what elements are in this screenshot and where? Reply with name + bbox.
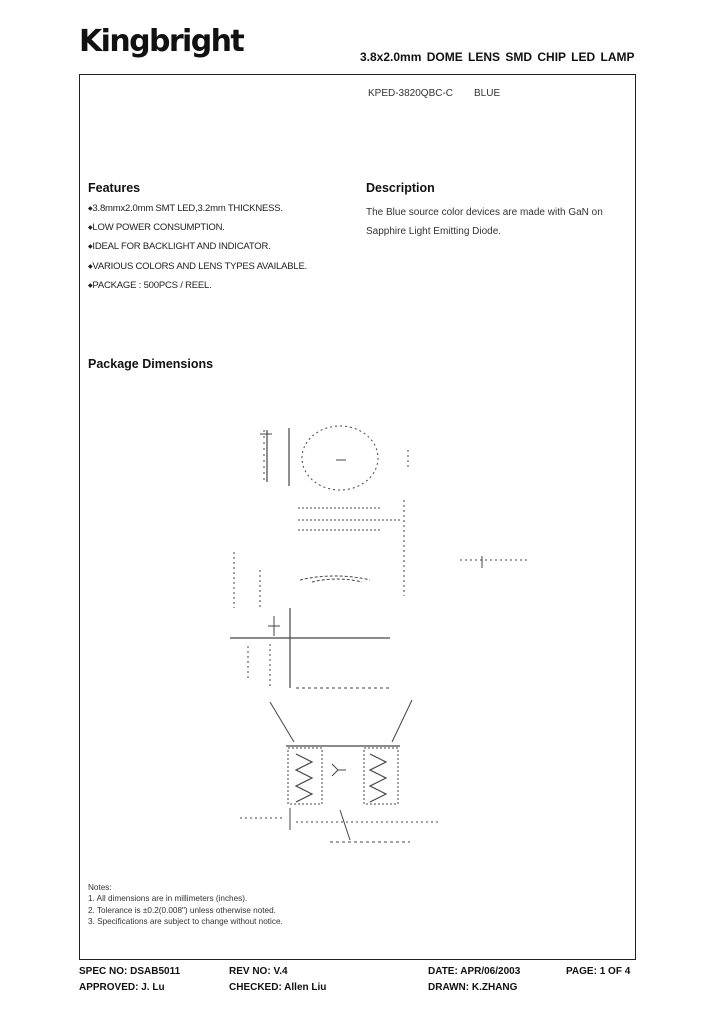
feature-item: ◆ IDEAL FOR BACKLIGHT AND INDICATOR. <box>88 242 307 261</box>
description-text: The Blue source color devices are made with GaN on Sapphire Light Emitting Diode. <box>366 207 603 237</box>
package-dimensions-heading: Package Dimensions <box>88 357 214 371</box>
notes-block <box>88 882 283 928</box>
top-view-drawing <box>260 426 408 490</box>
dimension-marks <box>298 508 400 530</box>
feature-item: ◆ VARIOUS COLORS AND LENS TYPES AVAILABLE. <box>88 262 307 281</box>
drawn-by: DRAWN: K.ZHANG <box>428 982 518 993</box>
kingbright-logo: Kingbright <box>79 24 244 59</box>
part-number: KPED-3820QBC-C <box>368 88 454 99</box>
description-heading: Description <box>366 181 435 195</box>
feature-item: ◆ PACKAGE : 500PCS / REEL. <box>88 281 307 300</box>
document-date: DATE: APR/06/2003 <box>428 966 521 977</box>
note-item: 1. All dimensions are in millimeters (inches). <box>88 894 248 904</box>
side-view-drawing <box>230 500 530 688</box>
page-number: PAGE: 1 OF 4 <box>566 966 631 977</box>
package-dimensions-drawing <box>200 420 540 860</box>
approved-by: APPROVED: J. Lu <box>79 982 165 993</box>
spec-number: SPEC NO: DSAB5011 <box>79 966 181 977</box>
bottom-view-drawing <box>240 700 440 842</box>
note-item: 2. Tolerance is ±0.2(0.008") unless otherwise noted. <box>88 905 276 915</box>
feature-item: ◆ LOW POWER CONSUMPTION. <box>88 223 307 242</box>
feature-item: ◆ 3.8mmx2.0mm SMT LED,3.2mm THICKNESS. <box>88 204 307 223</box>
document-title: 3.8x2.0mm DOME LENS SMD CHIP LED LAMP <box>360 50 635 64</box>
features-heading: Features <box>88 181 141 195</box>
emitting-color: BLUE <box>474 88 501 99</box>
checked-by: CHECKED: Allen Liu <box>229 982 327 993</box>
note-item: 3. Specifications are subject to change without notice. <box>88 917 283 927</box>
features-list <box>88 204 307 300</box>
notes-title: Notes: <box>88 883 112 892</box>
revision-number: REV NO: V.4 <box>229 966 288 977</box>
